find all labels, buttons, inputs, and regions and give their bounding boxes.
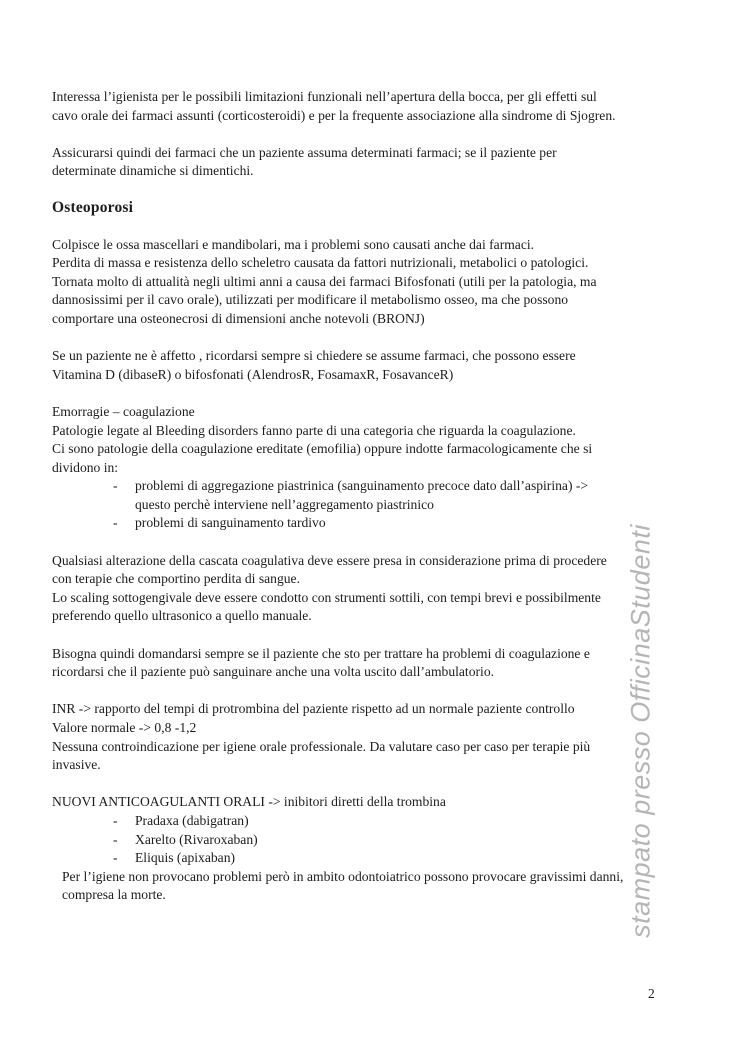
bullet-list xyxy=(52,477,715,533)
list-item xyxy=(52,477,715,514)
paragraph: Colpisce le ossa mascellari e mandibolari, ma i problemi sono causati anche dai farmaci. Perdita di massa e resistenza dello scheletro causata da fattori nutrizionali, metabolici o patologici. Tornata molto di attualità negli ultimi anni a causa dei farmaci Bifosfonati (utili per la patologia, ma dannosissimi per il cavo orale), utilizzati per modificare il metabolismo osseo, ma che possono comportare una osteonecrosi di dimensioni anche notevoli (BRONJ) xyxy=(52,236,597,326)
dash-bullet: - xyxy=(113,478,118,494)
section-heading: Osteoporosi xyxy=(52,198,134,216)
paragraph: INR -> rapporto del tempi di protrombina del paziente rispetto ad un normale paziente controllo Valore normale -> 0,8 -1,2 Nessuna controindicazione per igiene orale professionale. Da valutare caso per caso per terapie più invasive. xyxy=(52,701,591,773)
bullet-list xyxy=(52,812,715,868)
list-item xyxy=(52,849,715,868)
dash-bullet: - xyxy=(113,515,118,531)
watermark-text: stampato presso OfficinaStudenti xyxy=(625,524,656,938)
paragraph: Emorragie – coagulazione Patologie legate al Bleeding disorders fanno parte di una categoria che riguarda la coagulazione. Ci sono patologie della coagulazione ereditate (emofilia) oppure indotte farmacologicamente che si dividono in: xyxy=(52,403,593,475)
page-number: 2 xyxy=(648,986,655,1001)
dash-bullet: - xyxy=(113,812,118,828)
list-item-text: Xarelto (Rivaroxaban) xyxy=(135,831,258,847)
list-item-text: problemi di sanguinamento tardivo xyxy=(135,515,326,531)
paragraph: Interessa l’igienista per le possibili limitazioni funzionali nell’apertura della bocca, per gli effetti sul cavo orale dei farmaci assunti (corticosteroidi) e per la frequente associazione alla sindrome di Sjogren. xyxy=(52,89,616,123)
paragraph: Bisogna quindi domandarsi sempre se il paziente che sto per trattare ha problemi di coagulazione e ricordarsi che il paziente può sanguinare anche una volta uscito dall’ambulatorio. xyxy=(52,645,590,680)
paragraph: Per l’igiene non provocano problemi però in ambito odontoiatrico possono provocare gravissimi danni, compresa la morte. xyxy=(62,868,624,903)
list-item-text: Eliquis (apixaban) xyxy=(135,850,236,866)
list-item xyxy=(52,831,715,850)
dash-bullet: - xyxy=(113,850,118,866)
list-item xyxy=(52,514,715,533)
paragraph: Qualsiasi alterazione della cascata coagulativa deve essere presa in considerazione prima di procedere con terapie che comportino perdita di sangue. Lo scaling sottogengivale deve essere condotto con strumenti sottili, con tempi brevi e possibilmente preferendo quello ultrasonico a quello manuale. xyxy=(52,552,607,624)
list-item-text: problemi di aggregazione piastrinica (sanguinamento precoce dato dall’aspirina) -> questo perchè interviene nell’aggregamento piastrinico xyxy=(135,478,589,512)
paragraph: NUOVI ANTICOAGULANTI ORALI -> inibitori diretti della trombina xyxy=(52,794,446,810)
paragraph: Se un paziente ne è affetto , ricordarsi sempre si chiedere se assume farmaci, che possono essere Vitamina D (dibaseR) o bifosfonati (AlendrosR, FosamaxR, FosavanceR) xyxy=(52,348,576,382)
dash-bullet: - xyxy=(113,831,118,847)
list-item-text: Pradaxa (dabigatran) xyxy=(135,812,249,828)
document-content xyxy=(52,88,715,905)
list-item xyxy=(52,812,715,831)
paragraph: Assicurarsi quindi dei farmaci che un paziente assuma determinati farmaci; se il paziente per determinate dinamiche si dimentichi. xyxy=(52,144,557,179)
